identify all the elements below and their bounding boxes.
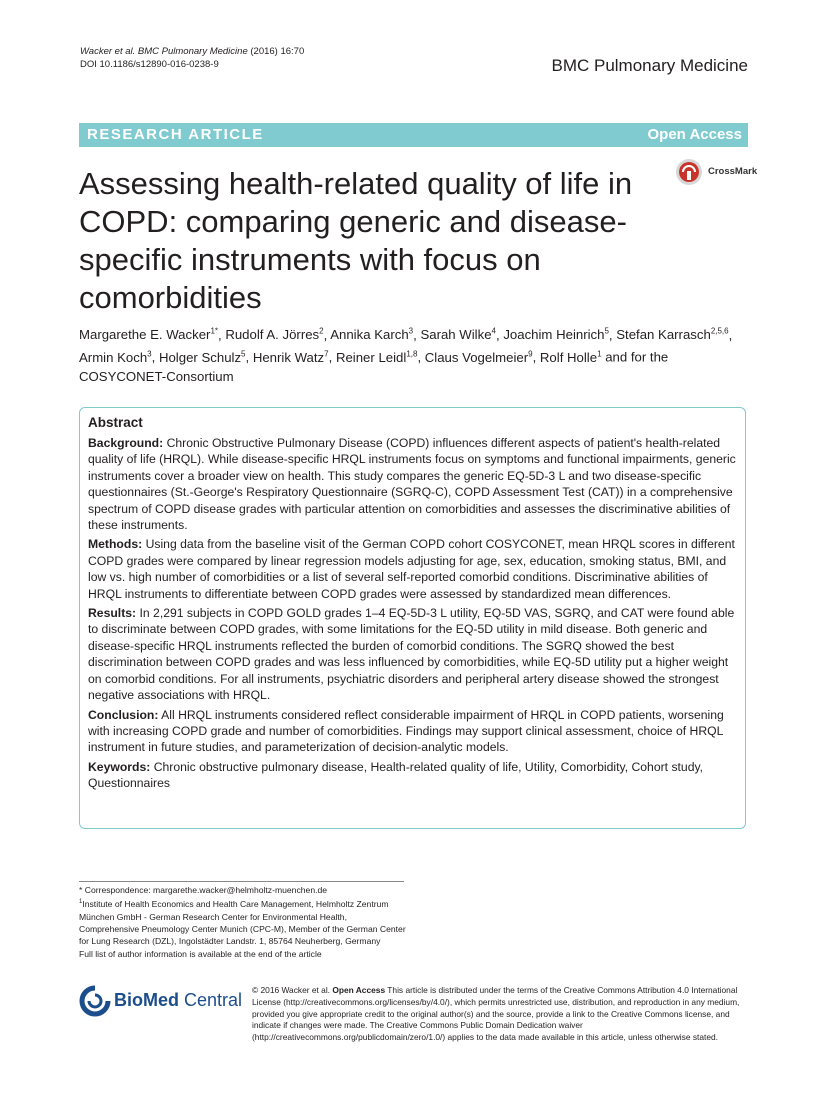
open-access-label: Open Access [647, 126, 742, 143]
crossmark-label: CrossMark [708, 166, 758, 177]
doi[interactable]: DOI 10.1186/s12890-016-0238-9 [80, 59, 219, 70]
author[interactable]: Armin Koch$^3$ [79, 349, 152, 365]
correspondence[interactable]: * Correspondence: margarethe.wacker@helmholtz-muenchen.de [79, 885, 328, 895]
author[interactable]: Rolf Holle$^1$ [539, 349, 602, 365]
author[interactable]: Claus Vogelmeier$^9$ [424, 349, 533, 365]
author[interactable]: Reiner Leidl$^{1,8}$ [335, 349, 418, 365]
copyright: © 2016 Wacker et al. [252, 985, 331, 995]
author[interactable]: Holger Schulz$^5$ [158, 349, 246, 365]
authors-tail: and for the COSYCONET-Consortium [79, 349, 669, 384]
article-title: Assessing health-related quality of life in COPD: comparing generic and disease-specific instruments with focus on comorbidities [79, 166, 633, 315]
journal-name: BMC Pulmonary Medicine [551, 56, 748, 75]
logo-bio: BioMed [114, 990, 179, 1010]
abstract-methods: Methods: Using data from the baseline visit of the German COPD cohort COSYCONET, mean HRQL scores in different COPD grades were compared by linear regression models adjusting for age, sex, education, smoking status, BMI, and low vs. high number of comorbidities or a list of several self-reported comorbid conditions. Discriminative abilities of HRQL instruments to differentiate between COPD grades were assessed by standardized mean differences. [88, 537, 735, 601]
abstract-results: Results: In 2,291 subjects in COPD GOLD grades 1–4 EQ-5D-3 L utility, EQ-5D VAS, SGRQ, and CAT were found able to discriminate between COPD grades, with some limitations for the EQ-5D utility in mild disease. Both generic and disease-specific HRQL instruments reflected the burden of comorbid conditions. The SGRQ showed the best discrimination between COPD grades and was less influenced by comorbidities, while EQ-5D utility put a higher weight on comorbid conditions. For all instruments, psychiatric disorders and peripheral artery disease showed the strongest negative associations with HRQL. [88, 606, 735, 703]
footnotes [79, 884, 409, 960]
license-body: This article is distributed under the terms of the Creative Commons Attribution 4.0 International License (http://creativecommons.org/licenses/by/4.0/), which permits unrestricted use, distribution, and reproduction in any medium, provided you give appropriate credit to the original author(s) and the source, provide a link to the Creative Commons license, and indicate if changes were made. The Creative Commons Public Domain Dedication waiver (http://creativecommons.org/publicdomain/zero/1.0/) applies to the data made available in this article, unless otherwise stated. [252, 985, 740, 1043]
abstract-box [79, 407, 746, 829]
license-open-access: Open Access [332, 985, 386, 995]
author[interactable]: Henrik Watz$^7$ [252, 349, 329, 365]
author[interactable]: Stefan Karrasch$^{2,5,6}$ [616, 327, 729, 343]
author-info-note: Full list of author information is available at the end of the article [79, 948, 322, 959]
biomed-central-logo[interactable] [79, 985, 243, 1019]
article-type-banner [79, 123, 748, 147]
crossmark-badge[interactable] [672, 155, 758, 189]
citation-block [80, 45, 304, 71]
abstract-heading: Abstract [88, 415, 143, 430]
citation-authors: Wacker et al. [80, 46, 136, 57]
author[interactable]: Annika Karch$^3$ [330, 327, 414, 343]
footnote-divider [79, 881, 404, 882]
license-text [252, 985, 752, 1044]
abstract-background: Background: Chronic Obstructive Pulmonary Disease (COPD) influences different aspects of patient's health-related quality of life (HRQL). While disease-specific HRQL instruments focus on symptoms and functional impairments, generic instruments cover a broader view on health. This study compares the generic EQ-5D-3 L and two disease-specific questionnaires (St.-George's Respiratory Questionnaire (SGRQ-C), COPD Assessment Test (CAT)) in a comprehensive spectrum of COPD disease grades with particular attention on comorbidities and assesses the discriminative abilities of these instruments. [88, 436, 736, 533]
author[interactable]: Joachim Heinrich$^5$ [503, 327, 609, 343]
author[interactable]: Margarethe E. Wacker$^{1*}$ [79, 327, 218, 343]
affiliation: $^1$Institute of Health Economics and Health Care Management, Helmholtz Zentrum München GmbH - German Research Center for Environmental Health, Comprehensive Pneumology Center Munich (CPC-M), Member of the German Center for Lung Research (DZL), Ingolstädter Landstr. 1, 85764 Neuherberg, Germany [79, 899, 406, 947]
biomed-logo-icon [79, 985, 111, 1017]
research-article-label: RESEARCH ARTICLE [87, 126, 264, 143]
citation-journal: BMC Pulmonary Medicine [137, 46, 248, 57]
abstract-conclusion: Conclusion: All HRQL instruments considered reflect considerable impairment of HRQL in COPD patients, worsening with increasing COPD grade and number of comorbidities. Findings may support clinical assessment, choice of HRQL instrument in future studies, and parameterization of decision-analytic models. [88, 707, 724, 755]
citation-year: (2016) 16:70 [250, 46, 305, 57]
logo-central: Central [179, 990, 243, 1010]
author[interactable]: Sarah Wilke$^4$ [420, 327, 496, 343]
crossmark-icon [674, 157, 704, 187]
author[interactable]: Rudolf A. Jörres$^2$ [225, 327, 324, 343]
author-list: Margarethe E. Wacker$^{1*}$, Rudolf A. Jörres$^2$, Annika Karch$^3$, Sarah Wilke$^4$, Joachim Heinrich$^5$, Stefan Karrasch$^{2,5,6}$, Armin Koch$^3$, Holger Schulz$^5$, Henrik Watz$^7$, Reiner Leidl$^{1,8}$, Claus Vogelmeier$^9$, Rolf Holle$^1$ and for the COSYCONET-Consortium [79, 327, 733, 384]
abstract-keywords: Keywords: Chronic obstructive pulmonary disease, Health-related quality of life, Utility, Comorbidity, Cohort study, Questionnaires [88, 759, 704, 791]
